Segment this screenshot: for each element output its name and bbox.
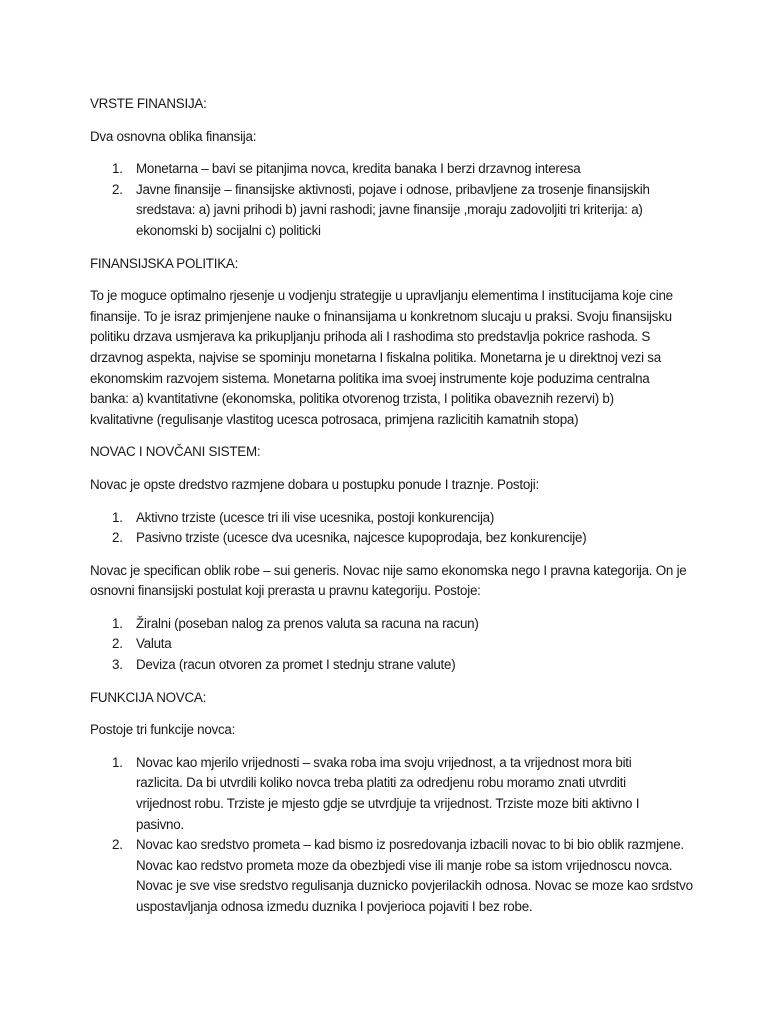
numbered-list — [90, 159, 690, 241]
list-item-line: razlicita. Da bi utvrdili koliko novca treba platiti za odredjenu robu moramo znati utvrditi — [136, 775, 626, 791]
paragraph-line: finansije. To je israz primjenjene nauke o fninansijama u konkretnom slucaju u praksi. Svoju finansijsku — [90, 308, 672, 324]
list-item-number: 3. — [112, 657, 123, 673]
list-item-line: Javne finansije – finansijske aktivnosti, pojave i odnose, pribavljene za trosenje finansijskih — [136, 181, 650, 197]
section-heading: VRSTE FINANSIJA: — [90, 96, 207, 111]
paragraph-line: ekonomskim razvojem sistema. Monetarna politika ima svoej instrumente koje poduzima centralna — [90, 370, 650, 386]
document-body — [90, 94, 693, 930]
paragraph-line: Novac je opste dredstvo razmjene dobara u postupku ponude I traznje. Postoji: — [90, 476, 539, 492]
list-item — [90, 159, 690, 180]
list-item-line: Aktivno trziste (ucesce tri ili vise ucesnika, postoji konkurencija) — [136, 509, 495, 525]
list-item — [90, 634, 690, 655]
list-item-line: pasivno. — [136, 816, 184, 832]
list-item-line: Novac kao mjerilo vrijednosti – svaka roba ima svoju vrijednost, a ta vrijednost mora biti — [136, 754, 632, 770]
list-item — [90, 528, 690, 549]
list-item-line: Novac je sve vise sredstvo regulisanja duznicko povjerilackih odnosa. Novac se moze kao srdstvo — [136, 878, 693, 894]
list-item-line: Monetarna – bavi se pitanjima novca, kredita banaka I berzi drzavnog interesa — [136, 161, 581, 177]
list-item-text — [136, 508, 690, 529]
list-item — [90, 614, 690, 635]
list-item — [90, 655, 690, 676]
list-item-text — [136, 655, 690, 676]
list-item-number: 2. — [112, 181, 123, 197]
list-item-line: sredstava: a) javni prihodi b) javni rashodi; javne finansije ,moraju zadovoljiti tri kriterija: a) — [136, 202, 643, 218]
list-item-number: 1. — [112, 161, 123, 177]
list-item-line: Pasivno trziste (ucesce dva ucesnika, najcesce kupoprodaja, bez konkurencije) — [136, 530, 587, 546]
list-item-line: Deviza (racun otvoren za promet I stednju strane valute) — [136, 657, 456, 673]
paragraph — [90, 720, 690, 741]
list-item-line: vrijednost robu. Trziste je mjesto gdje se utvrdjuje ta vrijednost. Trziste moze biti aktivno I — [136, 796, 640, 812]
paragraph-line: Postoje tri funkcije novca: — [90, 722, 236, 738]
list-item — [90, 753, 690, 835]
paragraph — [90, 561, 690, 602]
list-item-number: 2. — [112, 837, 123, 853]
list-item-line: Novac kao redstvo prometa moze da obezbjedi vise ili manje robe sa istom vrijednoscu novca. — [136, 857, 673, 873]
list-item-text — [136, 159, 690, 180]
list-item-text — [136, 614, 690, 635]
list-item-number: 2. — [112, 636, 123, 652]
list-item-text — [136, 634, 690, 655]
list-item — [90, 180, 690, 242]
list-item-text — [136, 753, 690, 835]
list-item-text — [136, 528, 690, 549]
list-item-number: 1. — [112, 509, 123, 525]
list-item-number: 1. — [112, 754, 123, 770]
list-item-number: 1. — [112, 615, 123, 631]
paragraph-line: drzavnog aspekta, najvise se spominju monetarna I fiskalna politika. Monetarna je u direktnoj vezi sa — [90, 349, 661, 365]
paragraph — [90, 475, 690, 496]
paragraph — [90, 127, 690, 148]
section-heading: FUNKCIJA NOVCA: — [90, 689, 207, 705]
paragraph-line: kvalitativne (regulisanje vlastitog ucesca potrosaca, primjena razlicitih kamatnih stopa) — [90, 411, 579, 427]
list-item — [90, 835, 693, 917]
section-heading: FINANSIJSKA POLITIKA: — [90, 255, 239, 271]
list-item — [90, 508, 690, 529]
list-item-line: uspostavljanja odnosa izmedu duznika I povjerioca pojaviti I bez robe. — [136, 899, 533, 914]
list-item-number: 2. — [112, 530, 123, 546]
paragraph-line: osnovni finansijski postulat koji prerasta u pravnu kategoriju. Postoje: — [90, 583, 481, 599]
paragraph-line: banka: a) kvantitativne (ekonomska, politika otvorenog trzista, I politika obaveznih rezervi) b) — [90, 391, 614, 407]
paragraph-line: To je moguce optimalno rjesenje u vodjenju strategije u upravljanju elementima I institucijama koje cine — [90, 288, 673, 304]
list-item-line: ekonomski b) socijalni c) politicki — [136, 222, 321, 238]
paragraph-line: politiku drzava usmjerava ka prikupljanju prihoda ali I rashodima sto predstavlja pokrice rashoda. S — [90, 329, 651, 345]
numbered-list — [90, 753, 693, 918]
section-heading: NOVAC I NOVČANI SISTEM: — [90, 444, 261, 460]
list-item-line: Novac kao sredstvo prometa – kad bismo iz posredovanja izbacili novac to bi bio oblik razmjene. — [136, 837, 684, 853]
list-item-line: Žiralni (poseban nalog za prenos valuta sa racuna na racun) — [136, 615, 479, 631]
numbered-list — [90, 614, 690, 676]
paragraph-line: Novac je specifican oblik robe – sui generis. Novac nije samo ekonomska nego I pravna kategorija. On je — [90, 562, 687, 578]
list-item-line: Valuta — [136, 636, 172, 652]
list-item-text — [136, 180, 690, 242]
paragraph — [90, 286, 690, 430]
list-item-text — [136, 835, 693, 917]
numbered-list — [90, 508, 690, 549]
paragraph-line: Dva osnovna oblika finansija: — [90, 128, 257, 144]
